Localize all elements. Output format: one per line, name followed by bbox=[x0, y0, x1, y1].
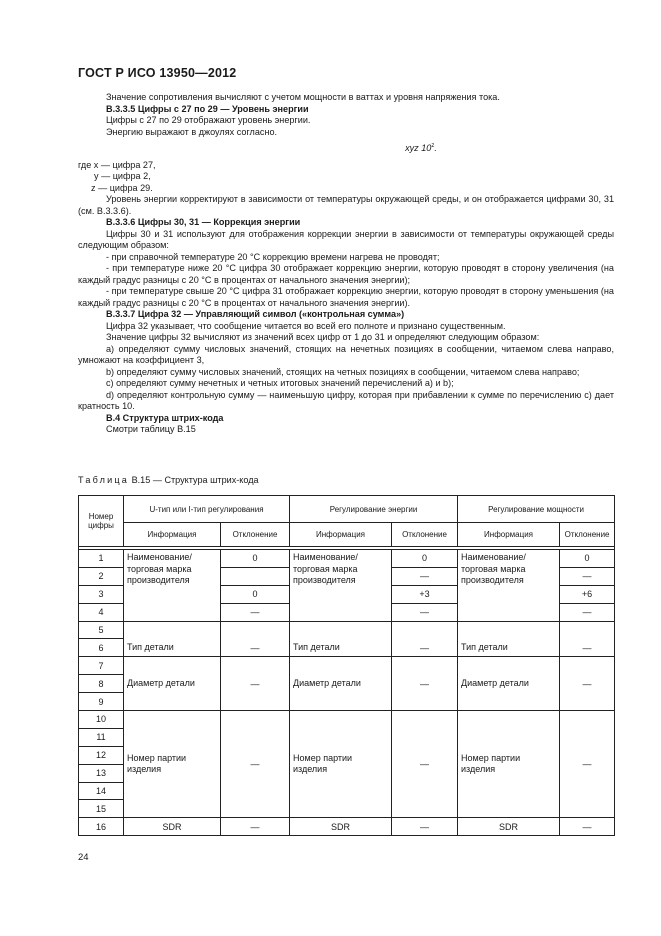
digit-number: 14 bbox=[79, 782, 124, 800]
cell-deviation: — bbox=[392, 657, 458, 711]
digit-number: 4 bbox=[79, 603, 124, 621]
digit-number: 10 bbox=[79, 711, 124, 729]
barcode-structure-table bbox=[78, 495, 615, 836]
paragraph: Цифры 30 и 31 используют для отображения коррекции энергии в зависимости от температуры окружающей среды следующим образом: bbox=[78, 228, 614, 251]
table-caption-label: Таблица bbox=[78, 475, 130, 485]
cell-deviation: +6 bbox=[560, 585, 615, 603]
cell-deviation: — bbox=[560, 567, 615, 585]
cell-deviation: — bbox=[392, 818, 458, 836]
paragraph: Уровень энергии корректируют в зависимости от температуры окружающей среды, и он отображается цифрами 30, 31 (см. В.3.3.6). bbox=[78, 194, 614, 216]
digit-number: 6 bbox=[79, 639, 124, 657]
header-deviation: Отклонение bbox=[221, 523, 290, 547]
cell-deviation: — bbox=[221, 603, 290, 621]
cell-deviation: 0 bbox=[221, 550, 290, 568]
cell-deviation: — bbox=[221, 818, 290, 836]
section-heading: В.3.3.6 Цифры 30, 31 — Коррекция энергии bbox=[106, 217, 301, 228]
cell-part-type: Тип детали bbox=[124, 621, 221, 657]
digit-number: 9 bbox=[79, 693, 124, 711]
cell-sdr: SDR bbox=[124, 818, 221, 836]
header-info: Информация bbox=[124, 523, 221, 547]
cell-batch-number: Номер партии изделия bbox=[124, 711, 221, 818]
cell-manufacturer: Наименование/ торговая марка производителя bbox=[124, 550, 221, 622]
list-item: - при температуре ниже 20 °C цифра 30 отображает коррекцию энергии, которую проводят в сторону увеличения (на каждый градус разницы с 20 °C в процентах от начального значения энергии); bbox=[78, 263, 614, 285]
cell-deviation: — bbox=[221, 657, 290, 711]
cell-diameter: Диаметр детали bbox=[458, 657, 560, 711]
section-heading: В.3.3.7 Цифра 32 — Управляющий символ («контрольная сумма») bbox=[106, 309, 405, 320]
table-caption-title: В.15 — Структура штрих-кода bbox=[129, 475, 259, 485]
cell-deviation: +3 bbox=[392, 585, 458, 603]
header-info: Информация bbox=[458, 523, 560, 547]
digit-number: 12 bbox=[79, 746, 124, 764]
document-body bbox=[78, 92, 614, 436]
list-item: c) определяют сумму нечетных и четных итоговых значений перечислений a) и b); bbox=[106, 378, 454, 389]
cell-diameter: Диаметр детали bbox=[124, 657, 221, 711]
cell-batch-number: Номер партии изделия bbox=[458, 711, 560, 818]
cell-manufacturer: Наименование/ торговая марка производителя bbox=[458, 550, 560, 622]
header-deviation: Отклонение bbox=[560, 523, 615, 547]
section-heading: В.3.3.5 Цифры с 27 по 29 — Уровень энергии bbox=[106, 103, 309, 114]
header-number: Номер цифры bbox=[79, 496, 124, 547]
cell-deviation bbox=[221, 567, 290, 585]
digit-number: 11 bbox=[79, 728, 124, 746]
paragraph: Значение цифры 32 вычисляют из значений всех цифр от 1 до 31 и определяют следующим образом: bbox=[106, 332, 540, 343]
cell-deviation: 0 bbox=[392, 550, 458, 568]
paragraph: Энергию выражают в джоулях согласно. bbox=[106, 126, 278, 137]
table-caption bbox=[78, 475, 259, 485]
digit-number: 8 bbox=[79, 675, 124, 693]
formula-where-line: y — цифра 2, bbox=[94, 171, 151, 182]
table-row bbox=[79, 621, 615, 639]
header-deviation: Отклонение bbox=[392, 523, 458, 547]
formula: xyz 10$^z$. bbox=[405, 143, 437, 154]
cell-deviation: — bbox=[560, 818, 615, 836]
digit-number: 15 bbox=[79, 800, 124, 818]
cell-deviation: — bbox=[560, 603, 615, 621]
cell-deviation: — bbox=[392, 711, 458, 818]
section-heading: В.4 Структура штрих-кода bbox=[106, 412, 224, 423]
digit-number: 1 bbox=[79, 550, 124, 568]
paragraph: Значение сопротивления вычисляют с учетом мощности в ваттах и уровня напряжения тока. bbox=[106, 92, 500, 102]
document-header: ГОСТ Р ИСО 13950—2012 bbox=[78, 66, 237, 80]
formula-where-line: z — цифра 29. bbox=[91, 182, 153, 193]
paragraph: Цифры с 27 по 29 отображают уровень энергии. bbox=[106, 115, 311, 125]
cell-deviation: 0 bbox=[560, 550, 615, 568]
list-item: - при температуре свыше 20 °C цифра 31 отображает коррекцию энергии, которую проводят в сторону уменьшения (на каждый градус разницы с 20 °C в процентах от начального значения энергии). bbox=[78, 286, 614, 308]
header-group-u: U-тип или I-тип регулирования bbox=[124, 496, 290, 523]
header-group-power: Регулирование мощности bbox=[458, 496, 615, 523]
list-item: - при справочной температуре 20 °C коррекцию времени нагрева не проводят; bbox=[106, 251, 440, 262]
cell-manufacturer: Наименование/ торговая марка производителя bbox=[290, 550, 392, 622]
list-item: a) определяют сумму числовых значений, стоящих на нечетных позициях в сообщении, читаемом слева направо, умножают на коэффициент 3, bbox=[78, 343, 614, 366]
table-row bbox=[79, 550, 615, 568]
digit-number: 13 bbox=[79, 764, 124, 782]
header-group-energy: Регулирование энергии bbox=[290, 496, 458, 523]
cell-sdr: SDR bbox=[290, 818, 392, 836]
cell-deviation: — bbox=[560, 711, 615, 818]
digit-number: 16 bbox=[79, 818, 124, 836]
header-info: Информация bbox=[290, 523, 392, 547]
cell-deviation: — bbox=[221, 711, 290, 818]
list-item: b) определяют сумму числовых значений, стоящих на четных позициях в сообщении, читаемом слева направо; bbox=[106, 366, 580, 377]
cell-deviation: — bbox=[221, 621, 290, 657]
digit-number: 7 bbox=[79, 657, 124, 675]
formula-base: xyz 10 bbox=[405, 143, 432, 154]
table-row bbox=[79, 818, 615, 836]
cell-deviation: — bbox=[392, 621, 458, 657]
digit-number: 5 bbox=[79, 621, 124, 639]
table-row bbox=[79, 657, 615, 675]
cell-part-type: Тип детали bbox=[290, 621, 392, 657]
cell-diameter: Диаметр детали bbox=[290, 657, 392, 711]
cell-deviation: — bbox=[392, 567, 458, 585]
list-item: d) определяют контрольную сумму — наименьшую цифру, которая при прибавлении к сумме по перечислению c) дает кратность 10. bbox=[78, 389, 614, 412]
formula-exponent: z bbox=[431, 143, 435, 149]
cell-sdr: SDR bbox=[458, 818, 560, 836]
formula-where-line: где x — цифра 27, bbox=[78, 159, 156, 170]
paragraph: Цифра 32 указывает, что сообщение читается во всей его полноте и признано существенным. bbox=[106, 320, 506, 331]
cell-deviation: — bbox=[560, 657, 615, 711]
cell-deviation: 0 bbox=[221, 585, 290, 603]
cell-batch-number: Номер партии изделия bbox=[290, 711, 392, 818]
cell-deviation: — bbox=[392, 603, 458, 621]
page-number: 24 bbox=[78, 852, 89, 863]
digit-number: 2 bbox=[79, 567, 124, 585]
table-row bbox=[79, 711, 615, 729]
cell-part-type: Тип детали bbox=[458, 621, 560, 657]
paragraph: Смотри таблицу В.15 bbox=[106, 424, 196, 435]
digit-number: 3 bbox=[79, 585, 124, 603]
cell-deviation: — bbox=[560, 621, 615, 657]
